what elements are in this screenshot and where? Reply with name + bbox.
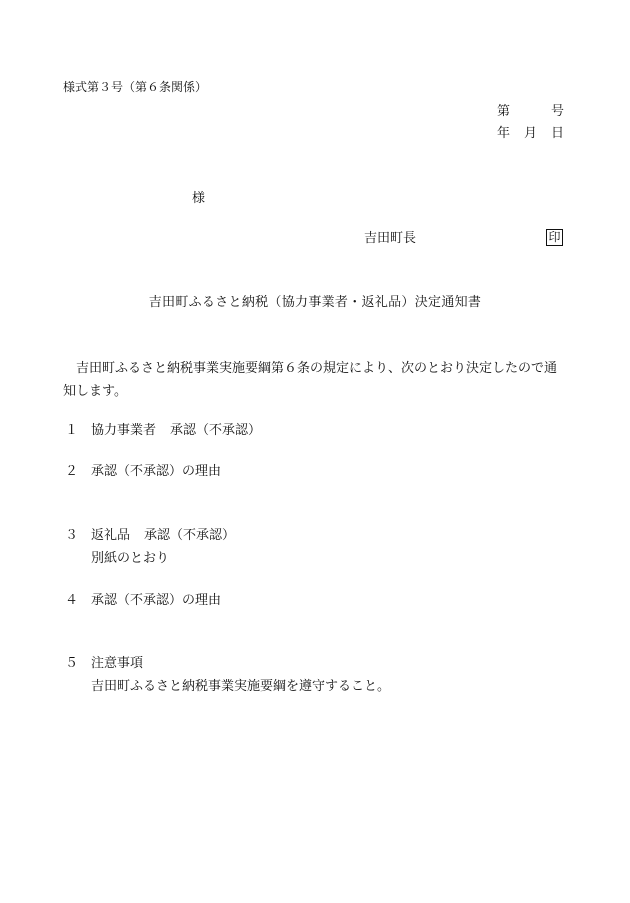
seal-stamp: 印: [546, 229, 563, 246]
item-note: 別紙のとおり: [91, 551, 170, 566]
addressee-honorific: 様: [192, 191, 206, 206]
date-month-label: 月: [524, 126, 538, 141]
item-number: ３: [65, 528, 79, 543]
item-content: [91, 528, 235, 545]
item-number: １: [65, 423, 79, 438]
item-number: ５: [65, 656, 79, 671]
doc-number-suffix: 号: [551, 104, 565, 119]
item-value: 承認（不承認）: [170, 423, 262, 438]
form-id: 様式第３号（第６条関係）: [63, 80, 208, 94]
item-number: ４: [65, 593, 79, 608]
item-content: [91, 423, 261, 440]
item-label: 協力事業者: [91, 423, 157, 438]
item-label: 返礼品: [91, 528, 131, 543]
body-text: 吉田町ふるさと納税事業実施要綱第６条の規定により、次のとおり決定したので通知します。: [63, 361, 558, 399]
date-year-label: 年: [497, 126, 511, 141]
item-value: 承認（不承認）: [144, 528, 236, 543]
body-paragraph: [63, 357, 569, 403]
item-number: ２: [65, 464, 79, 479]
document-title: 吉田町ふるさと納税（協力事業者・返礼品）決定通知書: [148, 295, 482, 310]
doc-number-label: 第: [497, 104, 511, 119]
item-label: 承認（不承認）の理由: [91, 464, 222, 479]
date-day-label: 日: [551, 126, 565, 141]
item-label: 注意事項: [91, 656, 144, 671]
sender-name: 吉田町長: [364, 231, 417, 246]
item-note: 吉田町ふるさと納税事業実施要綱を遵守すること。: [91, 679, 391, 694]
item-label: 承認（不承認）の理由: [91, 593, 222, 608]
